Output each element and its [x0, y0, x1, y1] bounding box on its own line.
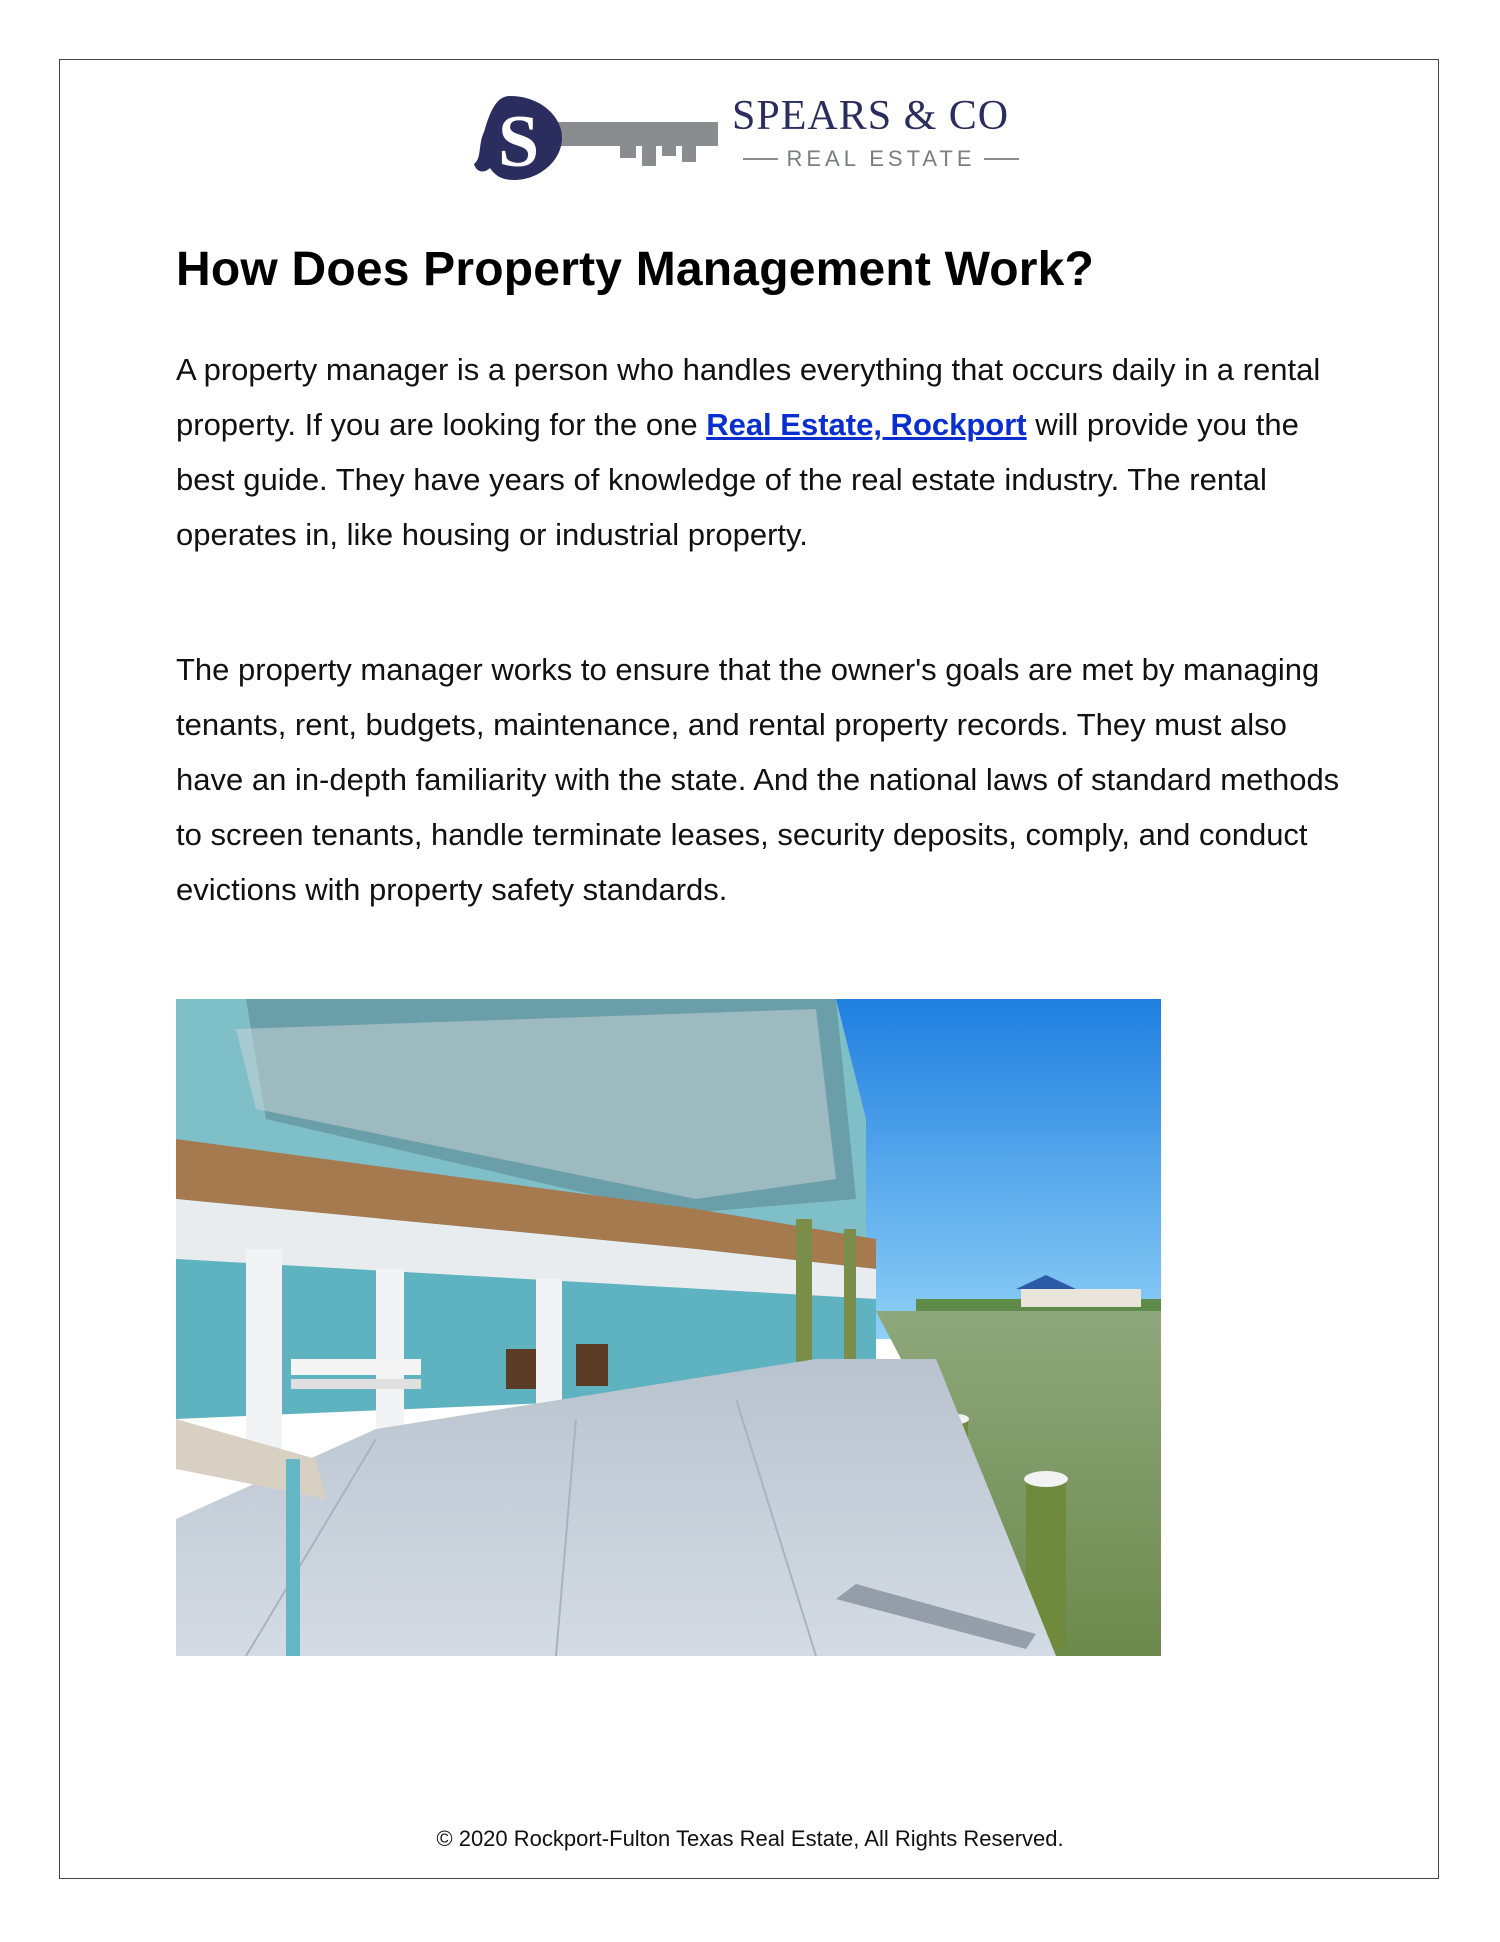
- paragraph-2: The property manager works to ensure that the owner's goals are met by managing tenants, rent, budgets, maintenance, and rental property records. They must also have an in-depth familiarity with the state. And the national laws of standard methods to screen tenants, handle terminate leases, security deposits, comply, and conduct evictions with property safety standards.: [176, 652, 1340, 907]
- property-photo: [176, 999, 1161, 1656]
- brand-tagline: REAL ESTATE: [786, 146, 976, 171]
- tagline-rule-left: [743, 158, 778, 160]
- brand-logo: [470, 88, 1030, 188]
- copyright-footer: © 2020 Rockport-Fulton Texas Real Estate, All Rights Reserved.: [436, 1826, 1064, 1851]
- paragraph-1: [176, 342, 1341, 562]
- key-logo-icon: [470, 88, 730, 188]
- paragraph-1-before: A property manager is a person who handles everything that occurs daily in a rental property. If you are looking for the one: [176, 352, 1321, 442]
- logo-letter: S: [498, 101, 540, 183]
- real-estate-rockport-link[interactable]: Real Estate, Rockport: [706, 407, 1027, 442]
- waterfront-house-image: [176, 999, 1161, 1656]
- brand-tagline-row: [735, 146, 1027, 172]
- tagline-rule-right: [984, 158, 1019, 160]
- brand-name: SPEARS & CO: [732, 93, 1010, 139]
- article-title: How Does Property Management Work?: [176, 243, 1095, 296]
- paragraph-1-after: will provide you the best guide. They have years of knowledge of the real estate industry. The rental operates in, like housing or industrial property.: [176, 407, 1299, 552]
